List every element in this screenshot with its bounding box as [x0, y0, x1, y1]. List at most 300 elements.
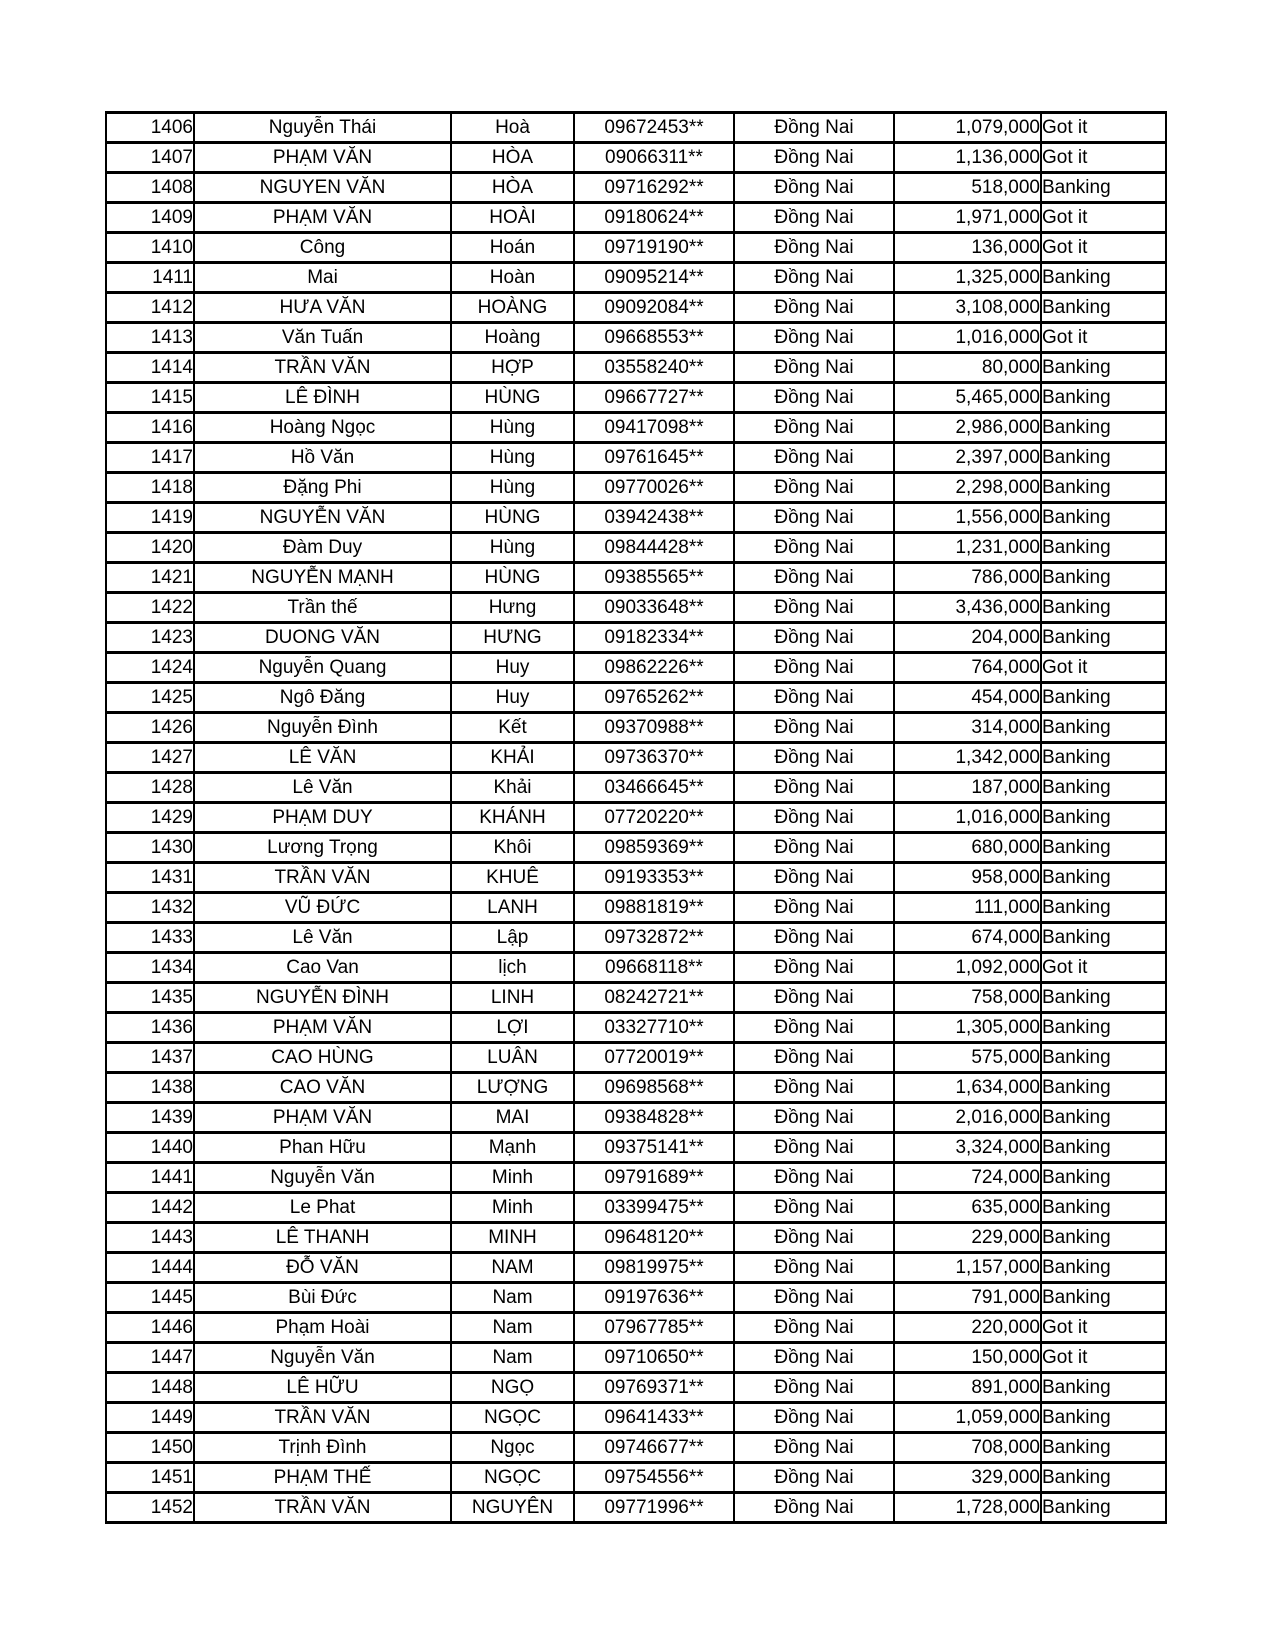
- cell-first-name: LÊ THANH: [194, 1223, 451, 1253]
- cell-amount: 786,000: [894, 563, 1041, 593]
- cell-province: Đồng Nai: [734, 293, 894, 323]
- cell-last-name: HÒA: [451, 143, 574, 173]
- cell-status: Banking: [1041, 983, 1166, 1013]
- table-row: [106, 863, 1166, 893]
- table-row: [106, 1073, 1166, 1103]
- cell-phone: 09859369**: [574, 833, 734, 863]
- cell-status: Banking: [1041, 1253, 1166, 1283]
- cell-first-name: NGUYỄN MẠNH: [194, 563, 451, 593]
- cell-first-name: DUONG VĂN: [194, 623, 451, 653]
- cell-first-name: Lương Trọng: [194, 833, 451, 863]
- cell-id: 1440: [106, 1133, 194, 1163]
- table-row: [106, 1313, 1166, 1343]
- cell-first-name: Nguyễn Đình: [194, 713, 451, 743]
- cell-last-name: KHẢI: [451, 743, 574, 773]
- cell-first-name: LÊ ĐÌNH: [194, 383, 451, 413]
- cell-first-name: PHẠM THẾ: [194, 1463, 451, 1493]
- cell-province: Đồng Nai: [734, 773, 894, 803]
- cell-id: 1436: [106, 1013, 194, 1043]
- cell-province: Đồng Nai: [734, 983, 894, 1013]
- cell-phone: 09844428**: [574, 533, 734, 563]
- cell-first-name: ĐỖ VĂN: [194, 1253, 451, 1283]
- table-row: [106, 683, 1166, 713]
- table-row: [106, 1163, 1166, 1193]
- cell-province: Đồng Nai: [734, 443, 894, 473]
- cell-province: Đồng Nai: [734, 953, 894, 983]
- table-row: [106, 443, 1166, 473]
- cell-amount: 136,000: [894, 233, 1041, 263]
- cell-last-name: Khôi: [451, 833, 574, 863]
- cell-phone: 03399475**: [574, 1193, 734, 1223]
- cell-last-name: NGUYÊN: [451, 1493, 574, 1523]
- cell-province: Đồng Nai: [734, 893, 894, 923]
- cell-phone: 09384828**: [574, 1103, 734, 1133]
- cell-province: Đồng Nai: [734, 1283, 894, 1313]
- cell-id: 1410: [106, 233, 194, 263]
- cell-last-name: Huy: [451, 653, 574, 683]
- cell-first-name: TRẦN VĂN: [194, 863, 451, 893]
- cell-phone: 09668553**: [574, 323, 734, 353]
- cell-id: 1420: [106, 533, 194, 563]
- table-row: [106, 533, 1166, 563]
- cell-first-name: LÊ VĂN: [194, 743, 451, 773]
- cell-phone: 09668118**: [574, 953, 734, 983]
- cell-id: 1415: [106, 383, 194, 413]
- cell-province: Đồng Nai: [734, 683, 894, 713]
- cell-first-name: PHẠM DUY: [194, 803, 451, 833]
- cell-status: Banking: [1041, 773, 1166, 803]
- cell-last-name: NAM: [451, 1253, 574, 1283]
- cell-last-name: HOÀNG: [451, 293, 574, 323]
- cell-phone: 03942438**: [574, 503, 734, 533]
- cell-id: 1406: [106, 113, 194, 143]
- cell-province: Đồng Nai: [734, 1223, 894, 1253]
- cell-id: 1432: [106, 893, 194, 923]
- table-row: [106, 1253, 1166, 1283]
- cell-last-name: NGỌC: [451, 1463, 574, 1493]
- cell-phone: 09719190**: [574, 233, 734, 263]
- cell-amount: 204,000: [894, 623, 1041, 653]
- cell-status: Banking: [1041, 593, 1166, 623]
- cell-province: Đồng Nai: [734, 143, 894, 173]
- cell-amount: 3,108,000: [894, 293, 1041, 323]
- cell-first-name: NGUYEN VĂN: [194, 173, 451, 203]
- cell-province: Đồng Nai: [734, 563, 894, 593]
- table-row: [106, 173, 1166, 203]
- cell-province: Đồng Nai: [734, 863, 894, 893]
- cell-first-name: Công: [194, 233, 451, 263]
- cell-phone: 09862226**: [574, 653, 734, 683]
- cell-last-name: LANH: [451, 893, 574, 923]
- cell-first-name: CAO HÙNG: [194, 1043, 451, 1073]
- cell-phone: 09698568**: [574, 1073, 734, 1103]
- cell-id: 1435: [106, 983, 194, 1013]
- cell-province: Đồng Nai: [734, 383, 894, 413]
- cell-first-name: Nguyễn Văn: [194, 1163, 451, 1193]
- cell-id: 1418: [106, 473, 194, 503]
- cell-amount: 518,000: [894, 173, 1041, 203]
- cell-province: Đồng Nai: [734, 713, 894, 743]
- cell-last-name: LỢI: [451, 1013, 574, 1043]
- cell-first-name: Đặng Phi: [194, 473, 451, 503]
- cell-id: 1434: [106, 953, 194, 983]
- cell-status: Banking: [1041, 683, 1166, 713]
- cell-province: Đồng Nai: [734, 1343, 894, 1373]
- cell-id: 1439: [106, 1103, 194, 1133]
- cell-phone: 09746677**: [574, 1433, 734, 1463]
- cell-id: 1448: [106, 1373, 194, 1403]
- cell-phone: 09385565**: [574, 563, 734, 593]
- cell-phone: 09180624**: [574, 203, 734, 233]
- cell-province: Đồng Nai: [734, 1373, 894, 1403]
- cell-first-name: Hồ Văn: [194, 443, 451, 473]
- cell-phone: 07967785**: [574, 1313, 734, 1343]
- cell-amount: 958,000: [894, 863, 1041, 893]
- cell-id: 1412: [106, 293, 194, 323]
- cell-amount: 314,000: [894, 713, 1041, 743]
- cell-last-name: Huy: [451, 683, 574, 713]
- cell-amount: 1,016,000: [894, 803, 1041, 833]
- cell-amount: 229,000: [894, 1223, 1041, 1253]
- table-row: [106, 1103, 1166, 1133]
- cell-phone: 09182334**: [574, 623, 734, 653]
- cell-id: 1413: [106, 323, 194, 353]
- cell-id: 1446: [106, 1313, 194, 1343]
- cell-province: Đồng Nai: [734, 1043, 894, 1073]
- cell-amount: 150,000: [894, 1343, 1041, 1373]
- cell-first-name: PHẠM VĂN: [194, 143, 451, 173]
- cell-first-name: VŨ ĐỨC: [194, 893, 451, 923]
- cell-province: Đồng Nai: [734, 1103, 894, 1133]
- cell-first-name: NGUYỄN VĂN: [194, 503, 451, 533]
- cell-province: Đồng Nai: [734, 113, 894, 143]
- cell-province: Đồng Nai: [734, 803, 894, 833]
- cell-id: 1424: [106, 653, 194, 683]
- cell-status: Banking: [1041, 173, 1166, 203]
- cell-id: 1414: [106, 353, 194, 383]
- cell-last-name: Kết: [451, 713, 574, 743]
- cell-phone: 09417098**: [574, 413, 734, 443]
- cell-phone: 09095214**: [574, 263, 734, 293]
- cell-last-name: Hùng: [451, 473, 574, 503]
- cell-status: Banking: [1041, 473, 1166, 503]
- cell-first-name: Lê Văn: [194, 923, 451, 953]
- cell-phone: 09819975**: [574, 1253, 734, 1283]
- cell-province: Đồng Nai: [734, 1163, 894, 1193]
- cell-first-name: CAO VĂN: [194, 1073, 451, 1103]
- table-row: [106, 593, 1166, 623]
- table-row: [106, 113, 1166, 143]
- cell-last-name: Minh: [451, 1163, 574, 1193]
- cell-status: Banking: [1041, 923, 1166, 953]
- cell-last-name: Ngọc: [451, 1433, 574, 1463]
- table-row: [106, 1043, 1166, 1073]
- cell-status: Banking: [1041, 1373, 1166, 1403]
- cell-phone: 09092084**: [574, 293, 734, 323]
- cell-province: Đồng Nai: [734, 1493, 894, 1523]
- cell-phone: 07720220**: [574, 803, 734, 833]
- table-row: [106, 563, 1166, 593]
- cell-last-name: Hoán: [451, 233, 574, 263]
- cell-last-name: Nam: [451, 1313, 574, 1343]
- cell-phone: 09033648**: [574, 593, 734, 623]
- cell-province: Đồng Nai: [734, 1403, 894, 1433]
- table-row: [106, 293, 1166, 323]
- cell-status: Got it: [1041, 653, 1166, 683]
- cell-last-name: NGỌC: [451, 1403, 574, 1433]
- cell-first-name: Le Phat: [194, 1193, 451, 1223]
- cell-amount: 220,000: [894, 1313, 1041, 1343]
- cell-phone: 09761645**: [574, 443, 734, 473]
- cell-phone: 09370988**: [574, 713, 734, 743]
- cell-first-name: HƯA VĂN: [194, 293, 451, 323]
- cell-id: 1429: [106, 803, 194, 833]
- table-row: [106, 413, 1166, 443]
- cell-amount: 1,136,000: [894, 143, 1041, 173]
- cell-amount: 1,157,000: [894, 1253, 1041, 1283]
- cell-last-name: HÙNG: [451, 503, 574, 533]
- cell-last-name: Mạnh: [451, 1133, 574, 1163]
- table-row: [106, 1373, 1166, 1403]
- cell-last-name: KHUÊ: [451, 863, 574, 893]
- cell-last-name: HÙNG: [451, 383, 574, 413]
- cell-amount: 80,000: [894, 353, 1041, 383]
- cell-first-name: TRẦN VĂN: [194, 1403, 451, 1433]
- cell-last-name: Hưng: [451, 593, 574, 623]
- cell-amount: 187,000: [894, 773, 1041, 803]
- cell-province: Đồng Nai: [734, 413, 894, 443]
- table-row: [106, 1283, 1166, 1313]
- cell-first-name: Đàm Duy: [194, 533, 451, 563]
- table-row: [106, 503, 1166, 533]
- cell-amount: 575,000: [894, 1043, 1041, 1073]
- cell-amount: 1,231,000: [894, 533, 1041, 563]
- cell-status: Banking: [1041, 533, 1166, 563]
- cell-province: Đồng Nai: [734, 1313, 894, 1343]
- cell-id: 1433: [106, 923, 194, 953]
- cell-first-name: Mai: [194, 263, 451, 293]
- cell-amount: 3,324,000: [894, 1133, 1041, 1163]
- table-row: [106, 1193, 1166, 1223]
- table-row: [106, 773, 1166, 803]
- cell-phone: 09648120**: [574, 1223, 734, 1253]
- cell-last-name: HOÀI: [451, 203, 574, 233]
- cell-province: Đồng Nai: [734, 473, 894, 503]
- cell-last-name: Nam: [451, 1343, 574, 1373]
- cell-status: Banking: [1041, 743, 1166, 773]
- cell-province: Đồng Nai: [734, 833, 894, 863]
- table-row: [106, 263, 1166, 293]
- cell-province: Đồng Nai: [734, 233, 894, 263]
- cell-phone: 09641433**: [574, 1403, 734, 1433]
- table-row: [106, 1133, 1166, 1163]
- cell-amount: 635,000: [894, 1193, 1041, 1223]
- cell-phone: 09765262**: [574, 683, 734, 713]
- donor-table-body: [106, 113, 1166, 1523]
- cell-id: 1447: [106, 1343, 194, 1373]
- cell-province: Đồng Nai: [734, 173, 894, 203]
- cell-id: 1427: [106, 743, 194, 773]
- cell-id: 1409: [106, 203, 194, 233]
- cell-amount: 2,986,000: [894, 413, 1041, 443]
- cell-amount: 1,556,000: [894, 503, 1041, 533]
- cell-last-name: Hoàng: [451, 323, 574, 353]
- cell-last-name: Hùng: [451, 413, 574, 443]
- cell-first-name: PHẠM VĂN: [194, 203, 451, 233]
- cell-province: Đồng Nai: [734, 923, 894, 953]
- cell-phone: 09710650**: [574, 1343, 734, 1373]
- cell-province: Đồng Nai: [734, 1433, 894, 1463]
- cell-id: 1445: [106, 1283, 194, 1313]
- table-row: [106, 233, 1166, 263]
- cell-phone: 09754556**: [574, 1463, 734, 1493]
- cell-amount: 1,016,000: [894, 323, 1041, 353]
- cell-first-name: Trần thế: [194, 593, 451, 623]
- cell-amount: 1,079,000: [894, 113, 1041, 143]
- table-row: [106, 713, 1166, 743]
- cell-province: Đồng Nai: [734, 653, 894, 683]
- cell-id: 1449: [106, 1403, 194, 1433]
- cell-status: Banking: [1041, 263, 1166, 293]
- cell-amount: 891,000: [894, 1373, 1041, 1403]
- cell-amount: 3,436,000: [894, 593, 1041, 623]
- cell-last-name: NGỌ: [451, 1373, 574, 1403]
- cell-status: Got it: [1041, 323, 1166, 353]
- cell-status: Got it: [1041, 953, 1166, 983]
- cell-first-name: Bùi Đức: [194, 1283, 451, 1313]
- cell-amount: 708,000: [894, 1433, 1041, 1463]
- cell-status: Banking: [1041, 713, 1166, 743]
- cell-province: Đồng Nai: [734, 623, 894, 653]
- cell-status: Banking: [1041, 503, 1166, 533]
- table-row: [106, 653, 1166, 683]
- table-row: [106, 893, 1166, 923]
- cell-status: Got it: [1041, 233, 1166, 263]
- cell-status: Banking: [1041, 623, 1166, 653]
- cell-status: Banking: [1041, 413, 1166, 443]
- cell-last-name: HỢP: [451, 353, 574, 383]
- cell-id: 1426: [106, 713, 194, 743]
- cell-phone: 03466645**: [574, 773, 734, 803]
- table-row: [106, 353, 1166, 383]
- table-row: [106, 1433, 1166, 1463]
- cell-status: Got it: [1041, 1313, 1166, 1343]
- cell-id: 1450: [106, 1433, 194, 1463]
- cell-first-name: PHẠM VĂN: [194, 1103, 451, 1133]
- table-row: [106, 1343, 1166, 1373]
- cell-phone: 09716292**: [574, 173, 734, 203]
- cell-id: 1421: [106, 563, 194, 593]
- table-row: [106, 323, 1166, 353]
- cell-status: Banking: [1041, 1223, 1166, 1253]
- cell-first-name: Ngô Đăng: [194, 683, 451, 713]
- cell-status: Banking: [1041, 383, 1166, 413]
- donor-table: [105, 111, 1167, 1524]
- cell-phone: 09771996**: [574, 1493, 734, 1523]
- cell-province: Đồng Nai: [734, 1133, 894, 1163]
- cell-status: Banking: [1041, 1073, 1166, 1103]
- cell-first-name: Nguyễn Thái: [194, 113, 451, 143]
- cell-phone: 09769371**: [574, 1373, 734, 1403]
- cell-last-name: Nam: [451, 1283, 574, 1313]
- cell-phone: 07720019**: [574, 1043, 734, 1073]
- cell-phone: 09066311**: [574, 143, 734, 173]
- cell-id: 1419: [106, 503, 194, 533]
- cell-phone: 09197636**: [574, 1283, 734, 1313]
- cell-phone: 09770026**: [574, 473, 734, 503]
- cell-amount: 680,000: [894, 833, 1041, 863]
- cell-status: Banking: [1041, 1403, 1166, 1433]
- cell-amount: 1,971,000: [894, 203, 1041, 233]
- table-row: [106, 1403, 1166, 1433]
- table-row: [106, 923, 1166, 953]
- cell-last-name: HƯNG: [451, 623, 574, 653]
- cell-first-name: Hoàng Ngọc: [194, 413, 451, 443]
- cell-last-name: Minh: [451, 1193, 574, 1223]
- cell-last-name: lịch: [451, 953, 574, 983]
- cell-first-name: Nguyễn Văn: [194, 1343, 451, 1373]
- cell-id: 1452: [106, 1493, 194, 1523]
- cell-status: Banking: [1041, 563, 1166, 593]
- cell-id: 1422: [106, 593, 194, 623]
- cell-phone: 03558240**: [574, 353, 734, 383]
- cell-status: Banking: [1041, 863, 1166, 893]
- cell-first-name: Lê Văn: [194, 773, 451, 803]
- cell-first-name: TRẦN VĂN: [194, 353, 451, 383]
- cell-first-name: PHẠM VĂN: [194, 1013, 451, 1043]
- cell-status: Banking: [1041, 1433, 1166, 1463]
- cell-last-name: HÙNG: [451, 563, 574, 593]
- table-row: [106, 473, 1166, 503]
- cell-first-name: Cao Van: [194, 953, 451, 983]
- cell-province: Đồng Nai: [734, 743, 894, 773]
- table-row: [106, 1463, 1166, 1493]
- cell-status: Banking: [1041, 1103, 1166, 1133]
- cell-status: Banking: [1041, 803, 1166, 833]
- cell-amount: 2,397,000: [894, 443, 1041, 473]
- table-row: [106, 743, 1166, 773]
- cell-status: Banking: [1041, 1283, 1166, 1313]
- cell-phone: 09672453**: [574, 113, 734, 143]
- cell-phone: 09732872**: [574, 923, 734, 953]
- table-row: [106, 803, 1166, 833]
- cell-province: Đồng Nai: [734, 353, 894, 383]
- cell-id: 1425: [106, 683, 194, 713]
- cell-first-name: Nguyễn Quang: [194, 653, 451, 683]
- cell-last-name: Khải: [451, 773, 574, 803]
- cell-id: 1416: [106, 413, 194, 443]
- cell-id: 1423: [106, 623, 194, 653]
- cell-province: Đồng Nai: [734, 533, 894, 563]
- cell-last-name: Hùng: [451, 443, 574, 473]
- cell-last-name: LƯỢNG: [451, 1073, 574, 1103]
- cell-last-name: Hoàn: [451, 263, 574, 293]
- cell-amount: 1,634,000: [894, 1073, 1041, 1103]
- cell-status: Banking: [1041, 893, 1166, 923]
- cell-province: Đồng Nai: [734, 323, 894, 353]
- cell-last-name: Lập: [451, 923, 574, 953]
- cell-province: Đồng Nai: [734, 203, 894, 233]
- table-row: [106, 953, 1166, 983]
- cell-status: Banking: [1041, 1193, 1166, 1223]
- cell-amount: 724,000: [894, 1163, 1041, 1193]
- cell-amount: 111,000: [894, 893, 1041, 923]
- table-row: [106, 1223, 1166, 1253]
- cell-amount: 758,000: [894, 983, 1041, 1013]
- cell-first-name: TRẦN VĂN: [194, 1493, 451, 1523]
- cell-id: 1408: [106, 173, 194, 203]
- cell-first-name: Văn Tuấn: [194, 323, 451, 353]
